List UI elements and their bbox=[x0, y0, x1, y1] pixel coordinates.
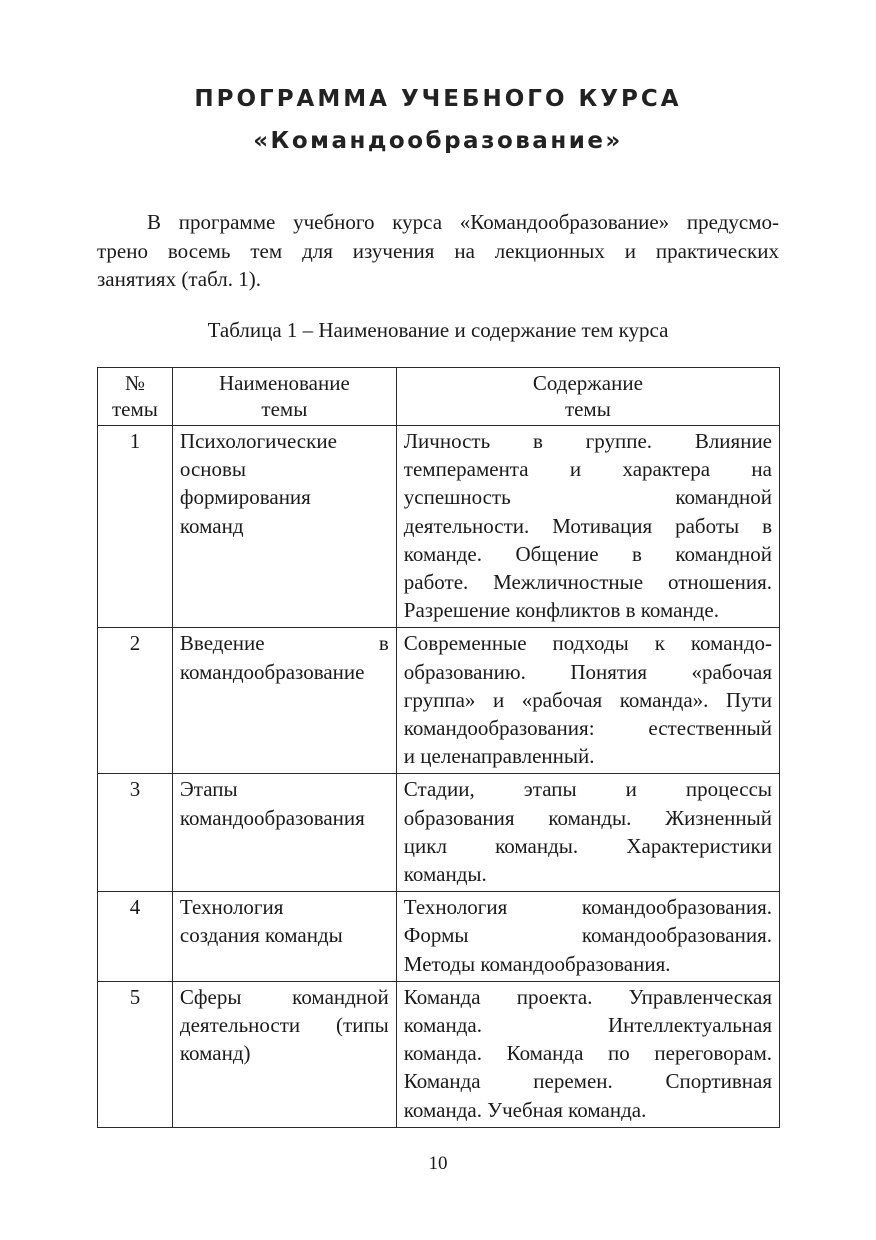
topic-content-line: группа» и «рабочая команда». Пути bbox=[403, 687, 772, 712]
topic-content-line: Технология командообразования. bbox=[403, 895, 772, 920]
topic-name-line: основы bbox=[179, 457, 247, 482]
topic-content-line: и целенаправленный. bbox=[403, 744, 595, 769]
topic-content-line: команде. Общение в командной bbox=[403, 541, 772, 566]
topic-content-line: Команда проекта. Управленческая bbox=[403, 984, 772, 1009]
topic-content-line: цикл команды. Характеристики bbox=[403, 833, 772, 858]
topic-content-line: успешность командной bbox=[403, 485, 772, 510]
table-row bbox=[98, 774, 780, 892]
topic-content-line: команда. Интеллектуальная bbox=[403, 1013, 772, 1038]
topic-content-line: командообразования: естественный bbox=[403, 716, 772, 741]
topic-content bbox=[396, 892, 779, 982]
topic-number: 2 bbox=[98, 628, 173, 774]
topic-number: 3 bbox=[98, 774, 173, 892]
topic-content-line: Стадии, этапы и процессы bbox=[403, 777, 772, 802]
topic-content-line: Методы командообразования. bbox=[403, 951, 671, 976]
topic-content bbox=[396, 981, 779, 1127]
topic-name-line: Этапы bbox=[179, 777, 238, 802]
intro-line: занятиях (табл. 1). bbox=[97, 267, 261, 291]
topic-content-line: образования команды. Жизненный bbox=[403, 805, 772, 830]
topic-name-line: Технология bbox=[179, 895, 284, 920]
table-row bbox=[98, 628, 780, 774]
topic-content-line: работе. Межличностные отношения. bbox=[403, 570, 772, 595]
header-content: Содержание темы bbox=[396, 368, 779, 426]
topic-number: 1 bbox=[98, 426, 173, 628]
topic-content bbox=[396, 628, 779, 774]
topic-name-line: команд) bbox=[179, 1041, 251, 1066]
topics-table bbox=[97, 367, 780, 1128]
topic-content bbox=[396, 774, 779, 892]
topic-name-line: формирования bbox=[179, 485, 311, 510]
topic-number: 5 bbox=[98, 981, 173, 1127]
topic-content-line: Формы командообразования. bbox=[403, 923, 772, 948]
intro-line: В программе учебного курса «Командообразование» предусмо- bbox=[147, 210, 779, 234]
topic-name-line: Сферы командной bbox=[179, 984, 389, 1009]
topic-content-line: темперамента и характера на bbox=[403, 457, 772, 482]
topic-name-line: деятельности (типы bbox=[179, 1013, 389, 1038]
topic-content-line: Разрешение конфликтов в команде. bbox=[403, 598, 719, 623]
topic-name bbox=[172, 426, 396, 628]
topic-name-line: командообразования bbox=[179, 805, 365, 830]
topic-name-line: Введение в bbox=[179, 631, 389, 656]
topic-number: 4 bbox=[98, 892, 173, 982]
topic-name bbox=[172, 981, 396, 1127]
topic-name-line: команд bbox=[179, 513, 244, 538]
topic-content bbox=[396, 426, 779, 628]
topic-name bbox=[172, 892, 396, 982]
topic-name-line: Психологические bbox=[179, 429, 337, 453]
topic-content-line: команда. Учебная команда. bbox=[403, 1097, 647, 1122]
topic-content-line: деятельности. Мотивация работы в bbox=[403, 513, 772, 538]
header-name: Наименование темы bbox=[172, 368, 396, 426]
topic-name bbox=[172, 628, 396, 774]
header-number: № темы bbox=[98, 368, 173, 426]
intro-line: трено восемь тем для изучения на лекционных и практических bbox=[97, 238, 779, 263]
topic-name-line: создания команды bbox=[179, 923, 343, 948]
table-caption: Таблица 1 – Наименование и содержание тем курса bbox=[207, 318, 669, 342]
table-row bbox=[98, 981, 780, 1127]
topic-content-line: Современные подходы к командо- bbox=[403, 631, 772, 656]
topic-name-line: командообразование bbox=[179, 659, 365, 684]
table-row bbox=[98, 426, 780, 628]
topic-content-line: команды. bbox=[403, 862, 487, 887]
page-number: 10 bbox=[428, 1153, 448, 1174]
topic-content-line: образованию. Понятия «рабочая bbox=[403, 659, 772, 684]
course-name: «Командообразование» bbox=[253, 128, 623, 154]
topic-content-line: Личность в группе. Влияние bbox=[403, 429, 772, 453]
topic-name bbox=[172, 774, 396, 892]
table-row bbox=[98, 892, 780, 982]
topic-content-line: команда. Команда по переговорам. bbox=[403, 1041, 772, 1066]
page-title: ПРОГРАММА УЧЕБНОГО КУРСА bbox=[194, 86, 682, 112]
intro-paragraph bbox=[97, 208, 779, 294]
table-header-row bbox=[98, 368, 780, 426]
topic-content-line: Команда перемен. Спортивная bbox=[403, 1069, 772, 1094]
